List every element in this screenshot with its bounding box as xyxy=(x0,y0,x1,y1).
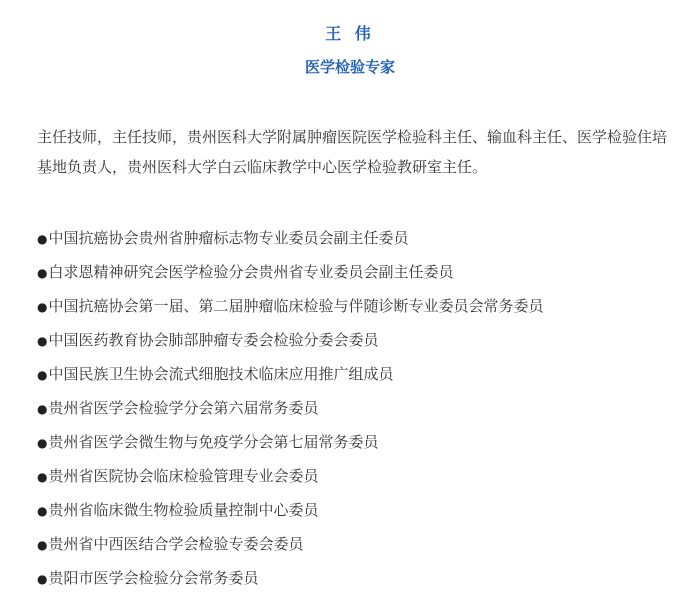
role-text: 贵州省中西医结合学会检验专委会委员 xyxy=(48,535,304,553)
expert-title: 医学检验专家 xyxy=(304,58,395,76)
bullet-icon: ● xyxy=(37,572,48,586)
role-item xyxy=(37,460,544,494)
bullet-icon: ● xyxy=(37,436,48,450)
role-item xyxy=(37,562,544,596)
roles-list xyxy=(37,222,544,596)
role-text: 贵州省临床微生物检验质量控制中心委员 xyxy=(48,501,319,519)
bullet-icon: ● xyxy=(37,334,48,348)
role-text: 贵州省医学会检验学分会第六届常务委员 xyxy=(48,399,319,417)
role-item xyxy=(37,256,544,290)
role-item xyxy=(37,358,544,392)
role-text: 中国医药教育协会肺部肿瘤专委会检验分委会委员 xyxy=(48,331,379,349)
bullet-icon: ● xyxy=(37,266,48,280)
role-text: 中国民族卫生协会流式细胞技术临床应用推广组成员 xyxy=(48,365,394,383)
bullet-icon: ● xyxy=(37,368,48,382)
role-item xyxy=(37,222,544,256)
role-text: 白求恩精神研究会医学检验分会贵州省专业委员会副主任委员 xyxy=(48,263,454,281)
profile-header xyxy=(0,22,700,78)
role-item xyxy=(37,494,544,528)
role-item xyxy=(37,290,544,324)
role-text: 贵州省医学会微生物与免疫学分会第七届常务委员 xyxy=(48,433,379,451)
expert-name: 王 伟 xyxy=(325,24,375,43)
role-item xyxy=(37,324,544,358)
bullet-icon: ● xyxy=(37,300,48,314)
bullet-icon: ● xyxy=(37,470,48,484)
bullet-icon: ● xyxy=(37,538,48,552)
role-item xyxy=(37,392,544,426)
bullet-icon: ● xyxy=(37,232,48,246)
role-text: 贵州省医院协会临床检验管理专业会委员 xyxy=(48,467,319,485)
role-text: 中国抗癌协会贵州省肿瘤标志物专业委员会副主任委员 xyxy=(48,229,409,247)
bullet-icon: ● xyxy=(37,504,48,518)
role-item xyxy=(37,528,544,562)
bullet-icon: ● xyxy=(37,402,48,416)
role-text: 贵阳市医学会检验分会常务委员 xyxy=(48,569,259,587)
expert-introduction: 主任技师，主任技师，贵州医科大学附属肿瘤医院医学检验科主任、输血科主任、医学检验住培基地负责人，贵州医科大学白云临床教学中心医学检验教研室主任。 xyxy=(37,128,668,176)
role-item xyxy=(37,426,544,460)
role-text: 中国抗癌协会第一届、第二届肿瘤临床检验与伴随诊断专业委员会常务委员 xyxy=(48,297,544,315)
